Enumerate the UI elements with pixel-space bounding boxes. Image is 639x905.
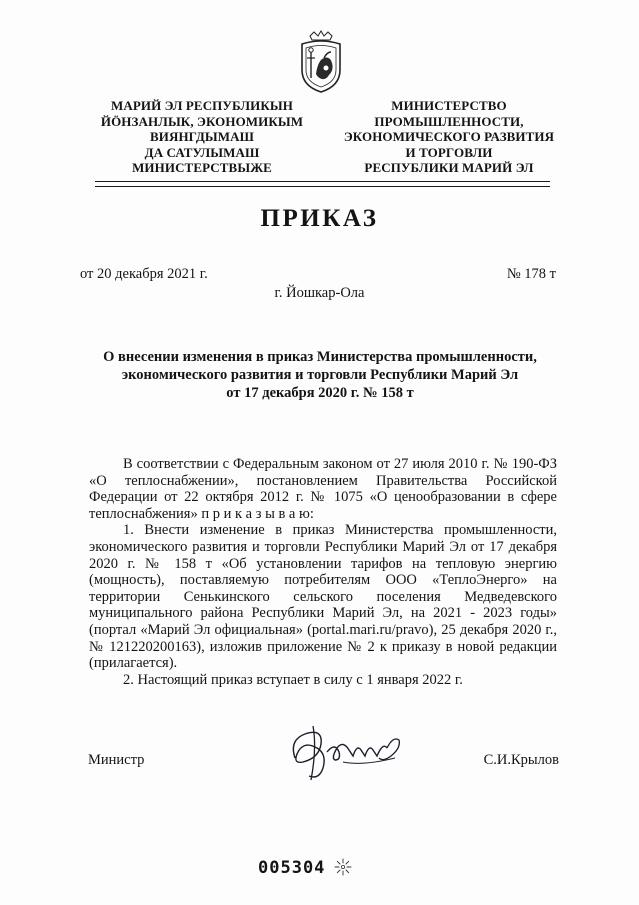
body-paragraph: 2. Настоящий приказ вступает в силу с 1 января 2022 г.: [123, 671, 463, 688]
signer-name: С.И.Крылов: [483, 752, 559, 768]
header-right-line: И ТОРГОВЛИ: [405, 144, 493, 160]
document-city: г. Йошкар-Ола: [274, 285, 365, 301]
ornament-star-icon: [334, 858, 352, 876]
header-left-line: МИНИСТЕРСТВЫЖЕ: [132, 160, 272, 176]
header-left-line: ЙӦНЗАНЛЫК, ЭКОНОМИКЫМ: [100, 113, 304, 129]
header-right-line: ЭКОНОМИЧЕСКОГО РАЗВИТИЯ: [343, 129, 555, 145]
subject-line: О внесении изменения в приказ Министерства промышленности,: [103, 349, 537, 365]
document-body: [89, 456, 557, 688]
handwritten-signature: [283, 718, 413, 788]
header-divider-top: [95, 181, 550, 182]
header-right-line: ПРОМЫШЛЕННОСТИ,: [374, 113, 524, 129]
document-title: ПРИКАЗ: [260, 205, 379, 232]
subject-line: экономического развития и торговли Республики Марий Эл: [121, 366, 519, 383]
subject-line: от 17 декабря 2020 г. № 158 т: [226, 384, 414, 401]
document-serial-number: 005304: [258, 858, 326, 878]
document-subject: [90, 349, 550, 402]
document-date: от 20 декабря 2021 г.: [80, 266, 208, 282]
header-right-block: [336, 98, 562, 176]
body-paragraph: В соответствии с Федеральным законом от 27 июля 2010 г. № 190-ФЗ «О теплоснабжении», постановлением Правительства Российской Федерации от 22 октября 2012 г. № 1075 «О ценообразовании в сфере теплоснабжения» п р и к а з ы в а ю:: [89, 456, 557, 522]
coat-of-arms-emblem: [296, 30, 346, 94]
header-right-line: РЕСПУБЛИКИ МАРИЙ ЭЛ: [364, 160, 534, 176]
header-left-line: ДА САТУЛЫМАШ: [144, 144, 260, 160]
header-right-line: МИНИСТЕРСТВО: [391, 98, 507, 113]
header-divider-bottom: [95, 186, 550, 187]
header-left-line: МАРИЙ ЭЛ РЕСПУБЛИКЫН: [110, 98, 294, 113]
header-left-line: ВИЯНГДЫМАШ: [149, 129, 255, 145]
header-left-block: [78, 98, 326, 176]
body-paragraph: 1. Внести изменение в приказ Министерства промышленности, экономического развития и торговли Республики Марий Эл от 17 декабря 2020 г. № 158 т «Об установлении тарифов на тепловую энергию (мощность), поставляемую потребителям ООО «ТеплоЭнерго» на территории Сенькинского сельского поселения Медведевского муниципального района Республики Марий Эл, на 2021 - 2023 годы» (портал «Марий Эл официальная» (portal.mari.ru/pravo), 25 декабря 2020 г., № 121220200163), изложив приложение № 2 к приказу в новой редакции (прилагается).: [89, 522, 557, 672]
signer-position: Министр: [88, 752, 145, 768]
document-number: № 178 т: [506, 266, 556, 282]
